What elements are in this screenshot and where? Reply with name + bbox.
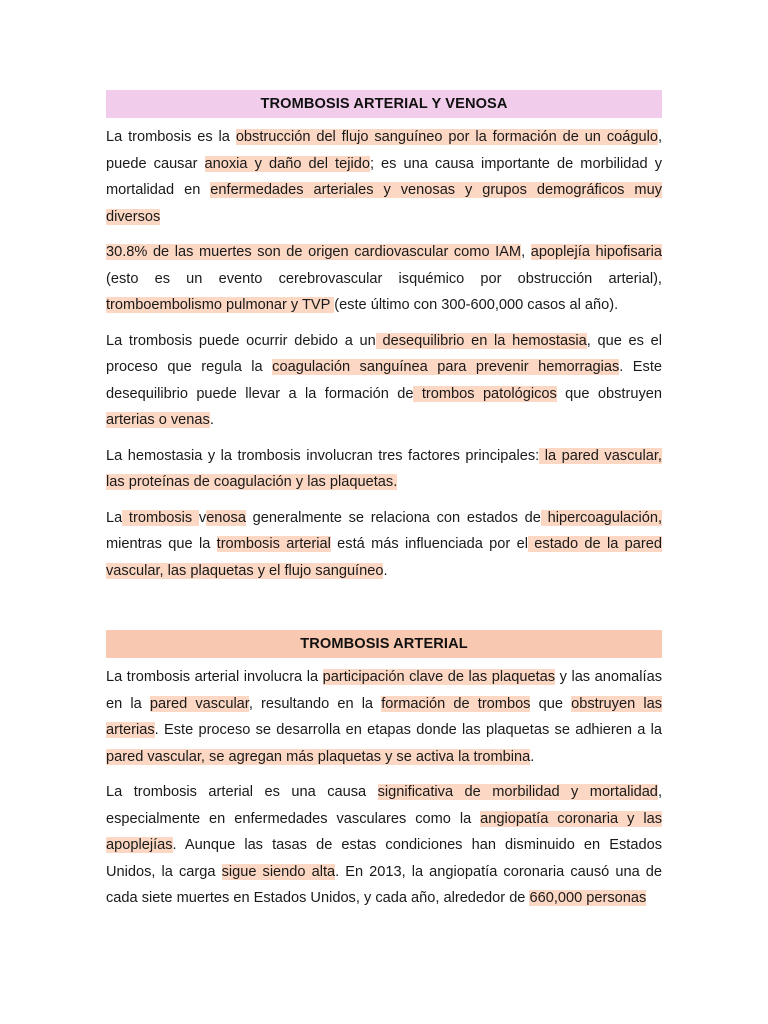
text-run: generalmente se relaciona con estados de <box>245 509 541 526</box>
highlighted-text: estado de la pared vascular, las plaquetas y el flujo sanguíneo <box>106 536 662 579</box>
document-page <box>106 90 662 921</box>
paragraph <box>106 505 662 585</box>
highlighted-text: anoxia y daño del tejido <box>204 155 370 172</box>
highlighted-text: trombosis arterial <box>216 536 331 552</box>
text-run: La trombosis arterial involucra la <box>106 669 323 685</box>
highlighted-text: la pared vascular, las proteínas de coagulación y las plaquetas. <box>106 447 662 490</box>
text-run: La trombosis es la <box>106 129 236 145</box>
paragraph <box>106 443 662 496</box>
highlighted-text: sigue siendo alta <box>221 863 336 880</box>
highlighted-text: arterias o venas <box>106 412 210 428</box>
text-run: . Este desequilibrio puede llevar a la formación de <box>106 359 662 402</box>
highlighted-text: participación clave de las plaquetas <box>322 669 556 685</box>
text-run: v <box>198 509 207 526</box>
text-run: La trombosis arterial es una causa <box>106 784 378 800</box>
text-run: mientras que la <box>106 536 217 552</box>
text-run: . <box>383 562 388 579</box>
text-run: . <box>209 412 214 428</box>
text-run: , especialmente en enfermedades vasculares como la <box>106 784 662 827</box>
text-run: . Este proceso se desarrolla en etapas donde las plaquetas se adhieren a la <box>154 722 662 738</box>
text-run: y las anomalías en la <box>106 669 662 712</box>
text-run: , resultando en la <box>248 695 382 712</box>
text-run: , puede causar <box>106 129 662 172</box>
highlighted-text: apoplejía hipofisaria <box>530 244 663 260</box>
text-run: La trombosis puede ocurrir debido a un <box>106 332 376 349</box>
highlighted-text: enfermedades arteriales y venosas y grupos demográficos muy diversos <box>106 182 663 225</box>
highlighted-text: hipercoagulación, <box>540 509 663 526</box>
highlighted-text: 30.8% de las muertes son de origen cardiovascular como IAM <box>106 244 522 260</box>
text-run: , que es el proceso que regula la <box>106 332 662 375</box>
paragraph <box>106 664 662 770</box>
highlighted-text: angiopatía coronaria y las apoplejías <box>106 810 662 853</box>
text-run: , <box>521 244 531 260</box>
highlighted-text: pared vascular, se agregan más plaquetas y se activa la trombina <box>106 748 531 765</box>
highlighted-text: trombosis <box>122 509 199 526</box>
highlighted-text: significativa de morbilidad y mortalidad <box>377 784 658 800</box>
highlighted-text: enosa <box>206 509 246 526</box>
text-run: . Aunque las tasas de estas condiciones han disminuido en Estados Unidos, la carga <box>106 837 662 880</box>
highlighted-text: coagulación sanguínea para prevenir hemorragias <box>272 359 620 375</box>
highlighted-text: trombos patológicos <box>413 385 557 402</box>
text-run: . <box>530 748 535 765</box>
highlighted-text: obstrucción del flujo sanguíneo por la formación de un coágulo <box>235 129 658 145</box>
highlighted-text: tromboembolismo pulmonar y TVP <box>106 297 335 313</box>
section-title-arterial: TROMBOSIS ARTERIAL <box>106 630 662 658</box>
section-spacer <box>106 593 662 630</box>
text-run: está más influenciada por el <box>330 536 528 552</box>
paragraph <box>106 328 662 434</box>
text-run: La <box>106 509 123 526</box>
text-run: (esto es un evento cerebrovascular isquémico por obstrucción arterial), <box>106 270 662 287</box>
text-run: ; es una causa importante de morbilidad y mortalidad en <box>106 155 662 198</box>
text-run: que <box>530 695 572 712</box>
highlighted-text: 660,000 personas <box>529 890 647 906</box>
paragraph <box>106 124 662 230</box>
highlighted-text: formación de trombos <box>381 695 531 712</box>
highlighted-text: desequilibrio en la hemostasia <box>375 332 587 349</box>
text-run: La hemostasia y la trombosis involucran tres factores principales: <box>106 447 540 464</box>
text-run: que obstruyen <box>556 385 662 402</box>
highlighted-text: pared vascular <box>149 695 249 712</box>
text-run: . En 2013, la angiopatía coronaria causó una de cada siete muertes en Estados Unidos, y cada año, alrededor de <box>106 863 662 906</box>
section-title-arterial-venosa: TROMBOSIS ARTERIAL Y VENOSA <box>106 90 662 118</box>
highlighted-text: obstruyen las arterias <box>106 695 662 738</box>
paragraph <box>106 779 662 912</box>
paragraph <box>106 239 662 319</box>
text-run: (este último con 300-600,000 casos al año). <box>334 297 619 313</box>
